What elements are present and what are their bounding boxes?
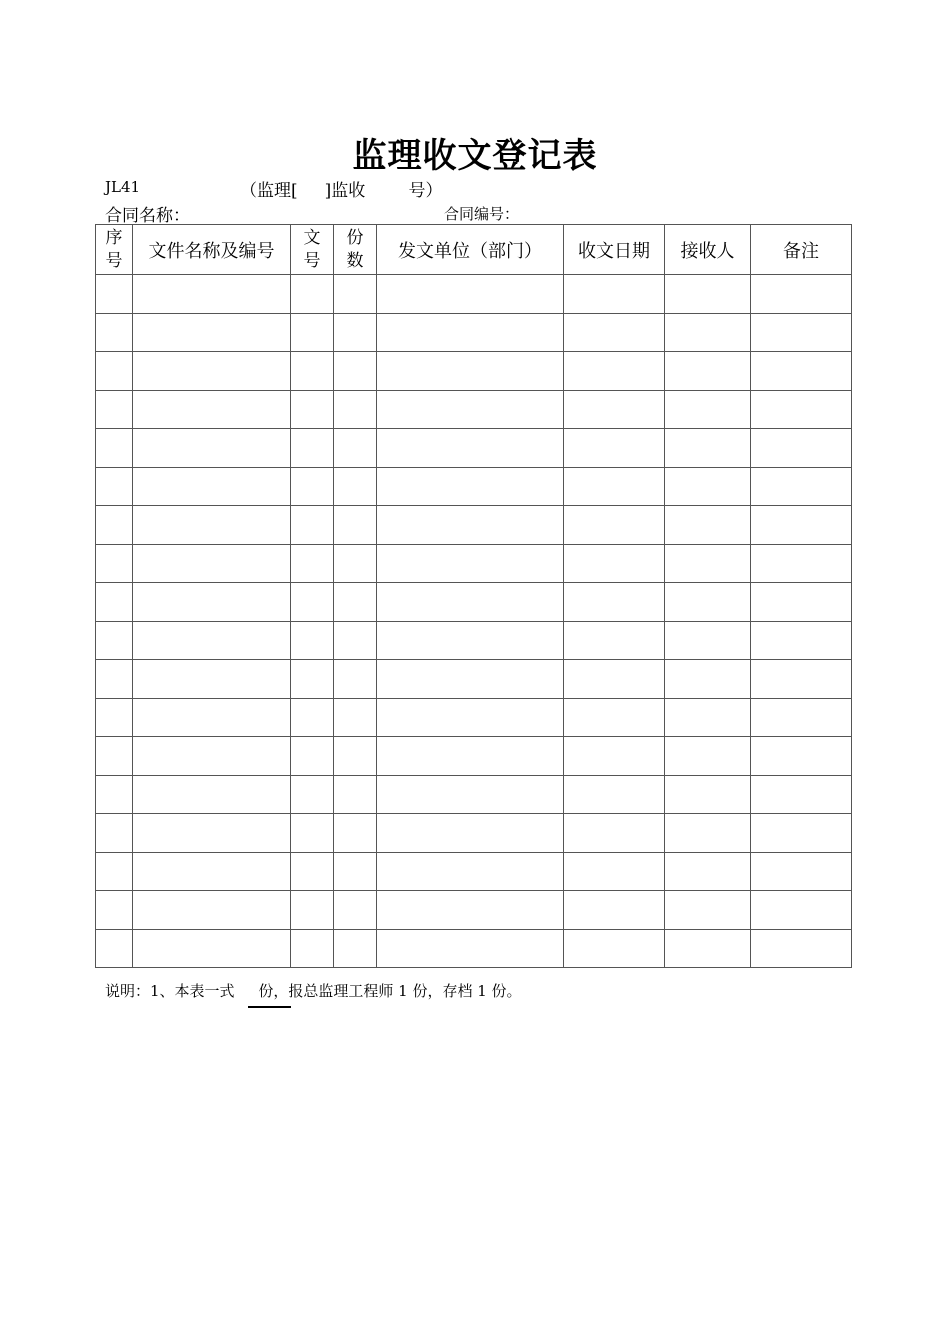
table-row	[96, 737, 852, 776]
table-cell[interactable]	[751, 352, 852, 391]
table-cell[interactable]	[96, 891, 133, 930]
table-cell[interactable]	[377, 814, 564, 853]
table-row	[96, 352, 852, 391]
table-cell[interactable]	[334, 429, 377, 468]
table-cell[interactable]	[291, 737, 334, 776]
table-cell[interactable]	[96, 775, 133, 814]
copies-blank-underline	[248, 1006, 291, 1008]
table-cell[interactable]	[665, 275, 751, 314]
table-cell[interactable]	[334, 467, 377, 506]
table-cell[interactable]	[334, 583, 377, 622]
header-copies: 份 数	[334, 225, 377, 275]
table-cell[interactable]	[377, 891, 564, 930]
table-row	[96, 929, 852, 968]
table-cell[interactable]	[96, 737, 133, 776]
contract-number-label: 合同编号：	[444, 205, 520, 223]
register-table	[95, 224, 852, 968]
table-cell[interactable]	[377, 352, 564, 391]
table-cell[interactable]	[334, 660, 377, 699]
table-cell[interactable]	[133, 698, 291, 737]
table-cell[interactable]	[291, 390, 334, 429]
serial-number-line: （监理[ ]监收 号）	[240, 181, 443, 201]
table-row	[96, 660, 852, 699]
table-cell[interactable]	[751, 698, 852, 737]
table-cell[interactable]	[377, 583, 564, 622]
table-cell[interactable]	[564, 737, 665, 776]
table-row	[96, 775, 852, 814]
table-cell[interactable]	[133, 775, 291, 814]
table-cell[interactable]	[133, 275, 291, 314]
table-cell[interactable]	[377, 467, 564, 506]
table-cell[interactable]	[334, 313, 377, 352]
table-cell[interactable]	[334, 852, 377, 891]
table-cell[interactable]	[377, 429, 564, 468]
table-cell[interactable]	[291, 929, 334, 968]
table-cell[interactable]	[751, 313, 852, 352]
table-row	[96, 390, 852, 429]
table-cell[interactable]	[133, 313, 291, 352]
table-cell[interactable]	[96, 313, 133, 352]
table-cell[interactable]	[564, 852, 665, 891]
table-cell[interactable]	[665, 660, 751, 699]
table-row	[96, 698, 852, 737]
table-cell[interactable]	[377, 737, 564, 776]
table-cell[interactable]	[665, 737, 751, 776]
table-cell[interactable]	[334, 929, 377, 968]
table-cell[interactable]	[665, 775, 751, 814]
table-cell[interactable]	[665, 583, 751, 622]
table-cell[interactable]	[96, 852, 133, 891]
table-cell[interactable]	[133, 621, 291, 660]
table-cell[interactable]	[377, 390, 564, 429]
table-cell[interactable]	[377, 698, 564, 737]
table-cell[interactable]	[291, 775, 334, 814]
table-cell[interactable]	[564, 583, 665, 622]
header-remarks: 备注	[751, 225, 852, 275]
table-cell[interactable]	[334, 891, 377, 930]
table-cell[interactable]	[96, 390, 133, 429]
table-row	[96, 467, 852, 506]
table-row	[96, 429, 852, 468]
table-cell[interactable]	[133, 544, 291, 583]
table-cell[interactable]	[751, 814, 852, 853]
table-cell[interactable]	[377, 660, 564, 699]
table-cell[interactable]	[133, 814, 291, 853]
table-cell[interactable]	[665, 429, 751, 468]
table-cell[interactable]	[334, 275, 377, 314]
table-cell[interactable]	[377, 929, 564, 968]
table-cell[interactable]	[133, 737, 291, 776]
table-cell[interactable]	[564, 929, 665, 968]
table-cell[interactable]	[751, 891, 852, 930]
table-cell[interactable]	[377, 852, 564, 891]
table-cell[interactable]	[291, 621, 334, 660]
table-row	[96, 275, 852, 314]
table-cell[interactable]	[751, 506, 852, 545]
table-cell[interactable]	[665, 467, 751, 506]
table-cell[interactable]	[133, 583, 291, 622]
table-cell[interactable]	[665, 929, 751, 968]
table-cell[interactable]	[377, 775, 564, 814]
table-cell[interactable]	[377, 544, 564, 583]
table-cell[interactable]	[751, 467, 852, 506]
table-cell[interactable]	[665, 698, 751, 737]
header-doc-name: 文件名称及编号	[133, 225, 291, 275]
table-cell[interactable]	[291, 544, 334, 583]
footnote: 说明：1、本表一式 份，报总监理工程师 1 份，存档 1 份。	[105, 982, 522, 1000]
table-cell[interactable]	[334, 775, 377, 814]
table-cell[interactable]	[291, 429, 334, 468]
table-cell[interactable]	[133, 660, 291, 699]
table-cell[interactable]	[291, 352, 334, 391]
table-cell[interactable]	[133, 506, 291, 545]
table-cell[interactable]	[564, 313, 665, 352]
table-cell[interactable]	[564, 506, 665, 545]
table-cell[interactable]	[564, 429, 665, 468]
table-cell[interactable]	[665, 352, 751, 391]
table-cell[interactable]	[291, 814, 334, 853]
table-cell[interactable]	[665, 891, 751, 930]
table-row	[96, 852, 852, 891]
table-cell[interactable]	[96, 929, 133, 968]
table-cell[interactable]	[334, 544, 377, 583]
table-cell[interactable]	[751, 275, 852, 314]
table-cell[interactable]	[751, 660, 852, 699]
contract-name-label: 合同名称：	[105, 206, 190, 226]
table-cell[interactable]	[96, 429, 133, 468]
table-cell[interactable]	[133, 390, 291, 429]
table-cell[interactable]	[751, 621, 852, 660]
table-cell[interactable]	[665, 544, 751, 583]
table-cell[interactable]	[96, 506, 133, 545]
table-cell[interactable]	[665, 814, 751, 853]
table-cell[interactable]	[334, 737, 377, 776]
table-cell[interactable]	[291, 891, 334, 930]
table-cell[interactable]	[334, 506, 377, 545]
table-cell[interactable]	[96, 352, 133, 391]
table-cell[interactable]	[751, 429, 852, 468]
table-cell[interactable]	[133, 929, 291, 968]
table-cell[interactable]	[334, 390, 377, 429]
table-cell[interactable]	[564, 390, 665, 429]
table-row	[96, 313, 852, 352]
table-cell[interactable]	[564, 698, 665, 737]
table-cell[interactable]	[751, 852, 852, 891]
table-cell[interactable]	[96, 467, 133, 506]
table-cell[interactable]	[291, 852, 334, 891]
table-cell[interactable]	[564, 621, 665, 660]
table-row	[96, 544, 852, 583]
table-cell[interactable]	[665, 621, 751, 660]
table-row	[96, 814, 852, 853]
table-cell[interactable]	[96, 621, 133, 660]
table-cell[interactable]	[133, 352, 291, 391]
table-cell[interactable]	[665, 506, 751, 545]
table-cell[interactable]	[751, 390, 852, 429]
table-cell[interactable]	[665, 313, 751, 352]
table-cell[interactable]	[291, 506, 334, 545]
table-cell[interactable]	[291, 583, 334, 622]
table-cell[interactable]	[96, 814, 133, 853]
table-cell[interactable]	[291, 275, 334, 314]
table-cell[interactable]	[133, 891, 291, 930]
table-cell[interactable]	[377, 275, 564, 314]
table-cell[interactable]	[564, 660, 665, 699]
table-cell[interactable]	[133, 467, 291, 506]
table-cell[interactable]	[377, 313, 564, 352]
header-issuer: 发文单位（部门）	[377, 225, 564, 275]
table-cell[interactable]	[96, 660, 133, 699]
page-title: 监理收文登记表	[352, 136, 598, 176]
table-cell[interactable]	[334, 814, 377, 853]
table-cell[interactable]	[665, 852, 751, 891]
table-cell[interactable]	[377, 506, 564, 545]
table-cell[interactable]	[96, 698, 133, 737]
table-cell[interactable]	[751, 775, 852, 814]
table-cell[interactable]	[751, 583, 852, 622]
table-cell[interactable]	[291, 698, 334, 737]
table-header-row	[96, 225, 852, 275]
table-cell[interactable]	[564, 814, 665, 853]
table-cell[interactable]	[334, 621, 377, 660]
table-cell[interactable]	[334, 698, 377, 737]
table-row	[96, 891, 852, 930]
table-cell[interactable]	[96, 583, 133, 622]
table-cell[interactable]	[291, 313, 334, 352]
table-cell[interactable]	[133, 852, 291, 891]
table-row	[96, 583, 852, 622]
header-doc-no: 文 号	[291, 225, 334, 275]
table-cell[interactable]	[665, 390, 751, 429]
table-cell[interactable]	[291, 660, 334, 699]
table-row	[96, 621, 852, 660]
table-cell[interactable]	[564, 275, 665, 314]
table-cell[interactable]	[564, 891, 665, 930]
table-cell[interactable]	[133, 429, 291, 468]
table-cell[interactable]	[377, 621, 564, 660]
table-cell[interactable]	[751, 737, 852, 776]
form-code: JL41	[105, 178, 141, 196]
table-row	[96, 506, 852, 545]
table-cell[interactable]	[291, 467, 334, 506]
table-cell[interactable]	[751, 929, 852, 968]
table-cell[interactable]	[564, 775, 665, 814]
table-cell[interactable]	[564, 352, 665, 391]
table-cell[interactable]	[96, 544, 133, 583]
table-cell[interactable]	[564, 544, 665, 583]
header-receive-date: 收文日期	[564, 225, 665, 275]
header-seq: 序 号	[96, 225, 133, 275]
header-receiver: 接收人	[665, 225, 751, 275]
table-cell[interactable]	[96, 275, 133, 314]
table-cell[interactable]	[564, 467, 665, 506]
table-cell[interactable]	[334, 352, 377, 391]
table-cell[interactable]	[751, 544, 852, 583]
